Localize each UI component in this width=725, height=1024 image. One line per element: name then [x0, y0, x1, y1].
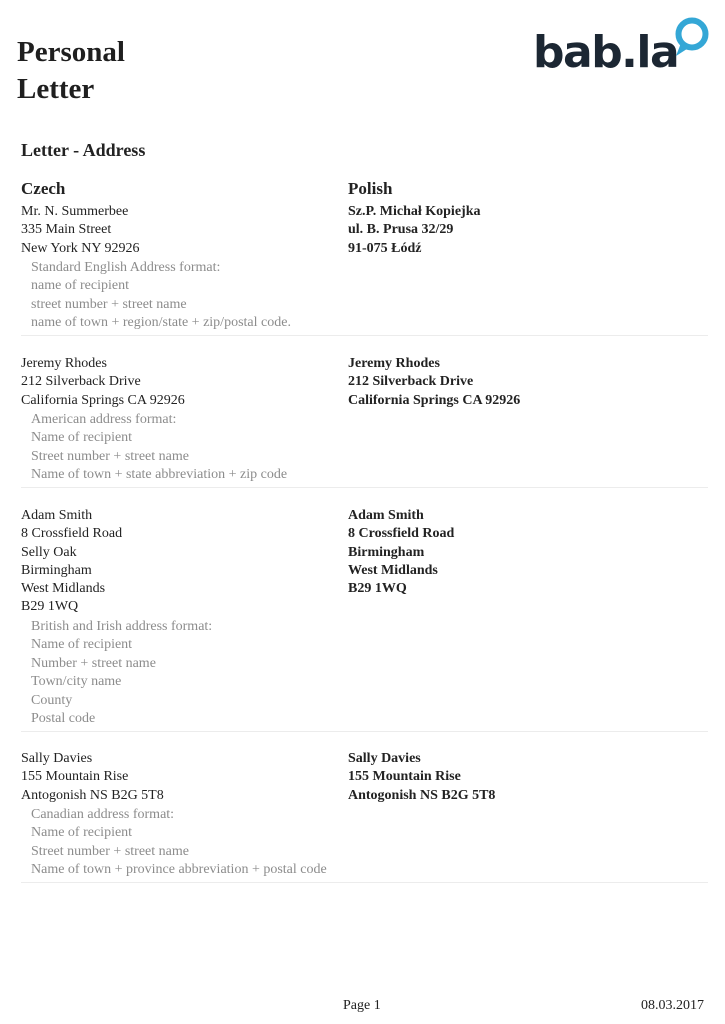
note-line: name of recipient — [31, 278, 129, 294]
address-line: 155 Mountain Rise — [21, 769, 129, 785]
note-line: Name of town + state abbreviation + zip code — [31, 467, 288, 483]
address-line: B29 1WQ — [21, 599, 79, 615]
format-note — [31, 618, 708, 729]
address-line: 212 Silverback Drive — [21, 374, 141, 390]
note-line: Name of recipient — [31, 430, 133, 446]
page-title-line-1: Personal — [17, 36, 125, 68]
address-line: 8 Crossfield Road — [21, 526, 123, 542]
address-line: Jeremy Rhodes — [21, 356, 107, 371]
address-line: Jeremy Rhodes — [348, 356, 440, 371]
address-line: Antogonish NS B2G 5T8 — [348, 787, 496, 803]
note-line: Town/city name — [31, 674, 122, 690]
page-title — [17, 34, 125, 108]
address-line: California Springs CA 92926 — [348, 392, 521, 408]
address-line: B29 1WQ — [348, 581, 407, 597]
address-row — [21, 355, 708, 410]
address-line: 155 Mountain Rise — [348, 769, 461, 785]
note-line: Street number + street name — [31, 843, 189, 859]
speech-bubble-icon — [672, 16, 712, 60]
address-line: 212 Silverback Drive — [348, 374, 474, 390]
page-title-line-2: Letter — [17, 73, 95, 105]
format-note — [31, 806, 708, 880]
address-line: West Midlands — [21, 581, 106, 597]
note-line: Postal code — [31, 711, 96, 727]
logo-text: bab.la — [533, 27, 679, 78]
document-date: 08.03.2017 — [641, 998, 704, 1013]
address-polish — [348, 355, 708, 410]
column-header-polish: Polish — [348, 179, 393, 198]
note-line: street number + street name — [31, 296, 187, 312]
address-row — [21, 203, 708, 258]
address-line: Adam Smith — [348, 508, 424, 523]
note-line: name of town + region/state + zip/postal code. — [31, 315, 291, 331]
note-line: Name of recipient — [31, 637, 133, 653]
section-title: Letter - Address — [21, 140, 146, 160]
address-line: Birmingham — [21, 562, 92, 578]
address-entry — [21, 203, 708, 336]
address-row — [21, 750, 708, 805]
address-line: Sally Davies — [21, 751, 93, 766]
note-line: Name of town + province abbreviation + postal code — [31, 862, 327, 878]
address-polish — [348, 750, 708, 805]
note-line: County — [31, 692, 73, 708]
address-entry — [21, 507, 708, 732]
note-line: Standard English Address format: — [31, 259, 221, 275]
format-note — [31, 411, 708, 485]
address-entry — [21, 355, 708, 488]
logo — [533, 14, 711, 82]
page-number: Page 1 — [343, 998, 381, 1013]
address-line: Sally Davies — [348, 751, 421, 766]
address-line: Antogonish NS B2G 5T8 — [21, 787, 164, 803]
format-note — [31, 259, 708, 333]
column-header-czech: Czech — [21, 179, 66, 198]
note-line: British and Irish address format: — [31, 618, 213, 634]
address-line: California Springs CA 92926 — [21, 392, 185, 408]
address-polish — [348, 203, 708, 258]
note-line: Canadian address format: — [31, 806, 175, 822]
address-line: New York NY 92926 — [21, 240, 140, 256]
address-czech — [21, 355, 348, 410]
address-row — [21, 507, 708, 617]
address-polish — [348, 507, 708, 617]
address-czech — [21, 507, 348, 617]
address-line: West Midlands — [348, 562, 438, 578]
address-line: 335 Main Street — [21, 222, 112, 238]
address-line: Birmingham — [348, 544, 425, 560]
note-line: Number + street name — [31, 655, 156, 671]
note-line: American address format: — [31, 411, 177, 427]
address-czech — [21, 203, 348, 258]
address-line: ul. B. Prusa 32/29 — [348, 222, 454, 238]
address-line: Selly Oak — [21, 544, 77, 560]
address-line: 8 Crossfield Road — [348, 526, 455, 542]
address-czech — [21, 750, 348, 805]
address-line: Adam Smith — [21, 508, 93, 523]
address-line: Sz.P. Michał Kopiejka — [348, 204, 481, 219]
address-entry — [21, 750, 708, 883]
address-line: Mr. N. Summerbee — [21, 204, 129, 219]
address-line: 91-075 Łódź — [348, 240, 422, 256]
note-line: Street number + street name — [31, 448, 189, 464]
note-line: Name of recipient — [31, 825, 133, 841]
